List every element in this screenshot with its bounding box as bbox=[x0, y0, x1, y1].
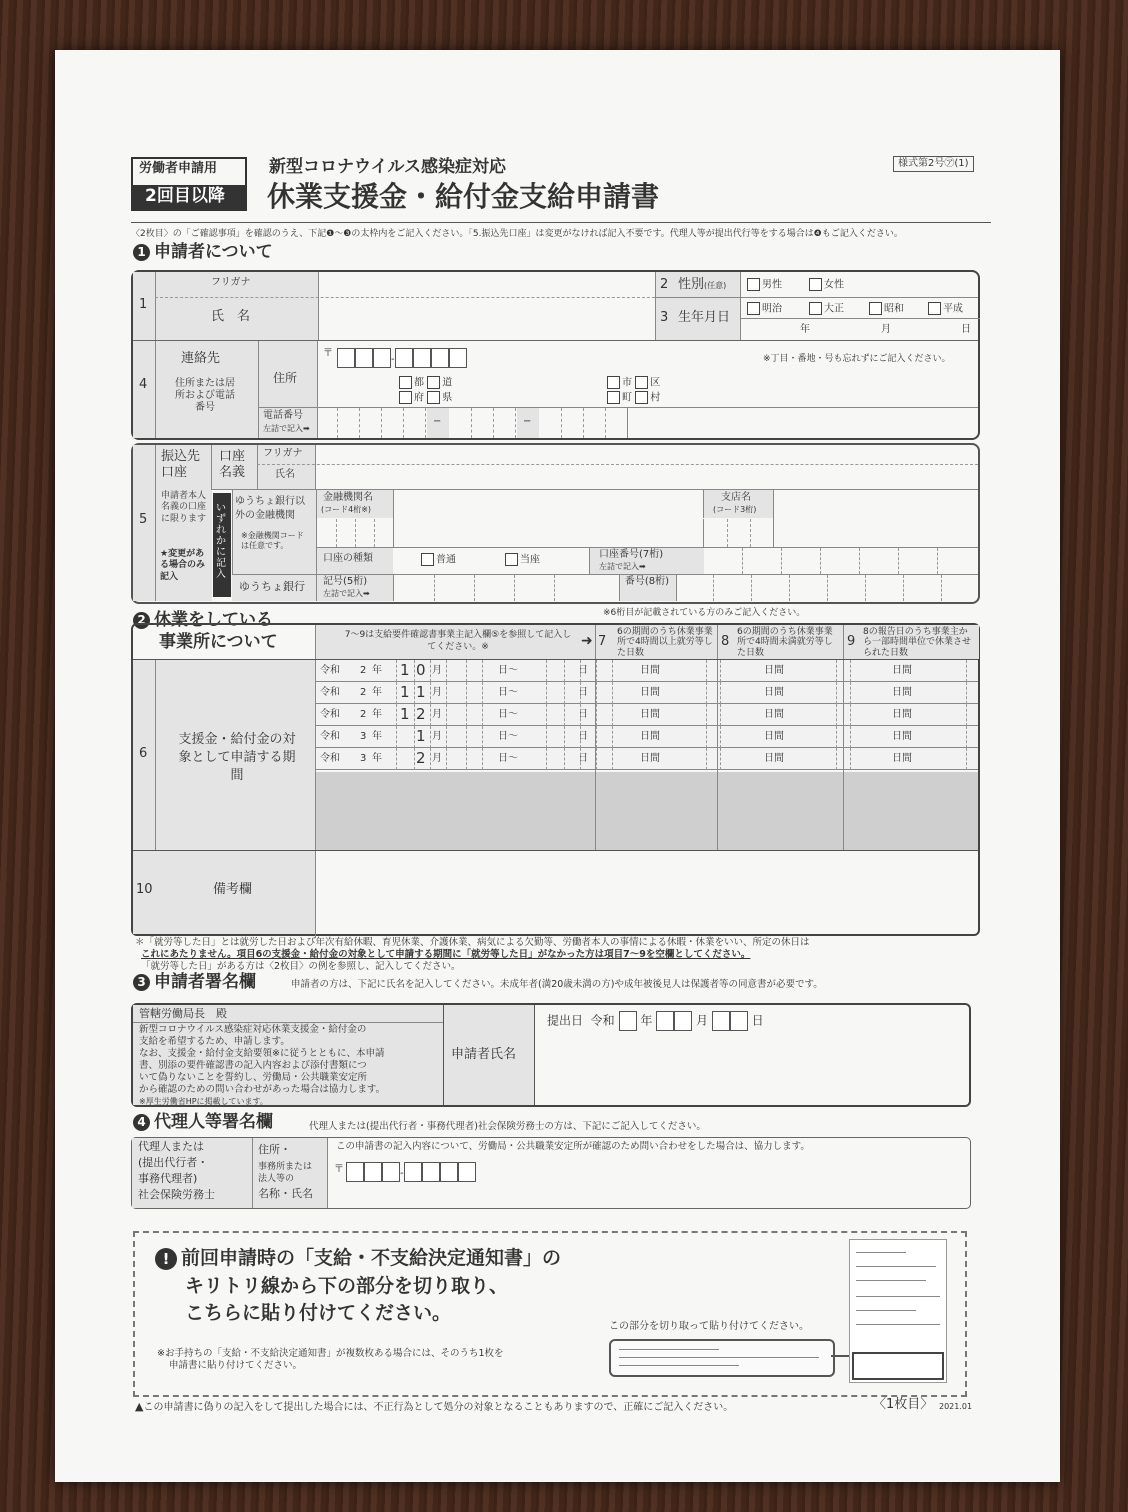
month-digit: 2 bbox=[416, 749, 426, 767]
ordinary-account-checkbox[interactable]: 普通 bbox=[421, 553, 456, 566]
year-unit: 年 bbox=[372, 687, 382, 698]
institution-name-label: 金融機関名 bbox=[323, 492, 373, 503]
address-note: ※丁目・番地・号も忘れずにご記入ください。 bbox=[763, 354, 951, 364]
form-number: 様式第2号㋐(1) bbox=[893, 156, 974, 172]
day-from: 日〜 bbox=[498, 709, 518, 720]
remarks-input[interactable] bbox=[317, 851, 977, 933]
col9-days: 日間 bbox=[892, 753, 912, 764]
form-instructions: 〈2枚目〉の「ご確認事項」を確認のうえ、下記❶〜❸の太枠内をご記入ください。「5.振込先口座」は変更がなければ記入不要です。代理人等が提出代行等をする場合は❹もご記入ください。 bbox=[131, 229, 903, 239]
day-to: 日 bbox=[578, 665, 588, 676]
day-from: 日〜 bbox=[498, 731, 518, 742]
page-indicator: 〈1枚目〉 bbox=[873, 1397, 934, 1412]
remarks-label: 備考欄 bbox=[213, 882, 253, 897]
section1-title: 申請者について bbox=[154, 242, 273, 262]
branch-name-label: 支店名 bbox=[721, 492, 751, 503]
year-unit: 年 bbox=[372, 731, 382, 742]
col8-days: 日間 bbox=[764, 753, 784, 764]
day-to: 日 bbox=[578, 687, 588, 698]
month-digit: 1 bbox=[400, 683, 410, 701]
footer-warning: ▲この申請書に偽りの記入をして提出した場合には、不正行為として処分の対象となることもありますので、正確にご記入ください。 bbox=[135, 1400, 734, 1413]
applicant-signature-input[interactable] bbox=[537, 1035, 967, 1103]
era-showa-checkbox[interactable]: 昭和 bbox=[869, 302, 904, 315]
col7-days: 日間 bbox=[640, 753, 660, 764]
kigo-input[interactable] bbox=[393, 575, 594, 601]
period-row[interactable] bbox=[316, 682, 978, 704]
year-unit: 年 bbox=[372, 665, 382, 676]
month-digit: 1 bbox=[400, 661, 410, 679]
account-number-input[interactable] bbox=[703, 548, 978, 574]
kigo-label: 記号(5桁) bbox=[323, 576, 368, 587]
bango-input[interactable] bbox=[675, 575, 978, 601]
month-unit: 月 bbox=[432, 665, 442, 676]
notice-paste-area: ! 前回申請時の「支給・不支給決定通知書」の キリトリ線から下の部分を切り取り、 こちらに貼り付けてください。 ※お手持ちの「支給・不支給決定通知書」が複数枚ある場合には、そのうち1枚を 申請書に貼り付けてください。 この部分を切り取って貼り付けてください。 bbox=[133, 1231, 967, 1397]
furigana-label: フリガナ bbox=[211, 277, 251, 288]
day-to: 日 bbox=[578, 709, 588, 720]
era: 令和 bbox=[320, 753, 340, 764]
period-row[interactable] bbox=[316, 704, 978, 726]
col7-days: 日間 bbox=[640, 731, 660, 742]
col7-days: 日間 bbox=[640, 687, 660, 698]
branch-code-input[interactable] bbox=[703, 519, 774, 547]
account-type-label: 口座の種類 bbox=[323, 553, 373, 564]
period-header-note: 7〜9は支給要件確認書事業主記入欄⑤を参照して記入してください。※ bbox=[344, 630, 572, 653]
era-taisho-checkbox[interactable]: 大正 bbox=[809, 302, 844, 315]
form-subtitle: 新型コロナウイルス感染症対応 bbox=[269, 157, 506, 177]
year-value: 2 bbox=[360, 687, 367, 698]
name-input[interactable] bbox=[319, 299, 654, 339]
col8-days: 日間 bbox=[764, 709, 784, 720]
col8-days: 日間 bbox=[764, 731, 784, 742]
form-version: 2021.01 bbox=[939, 1402, 973, 1411]
institution-code-input[interactable] bbox=[317, 519, 393, 547]
yucho-label: ゆうちょ銀行 bbox=[239, 580, 305, 593]
phone-input[interactable]: − − bbox=[317, 408, 629, 438]
bango-note: ※6桁目が記載されている方のみご記入ください。 bbox=[603, 608, 806, 618]
section2-heading: 2 休業をしている bbox=[133, 611, 273, 631]
col7-header: 6の期間のうち休業事業所で4時間以上就労等した日数 bbox=[617, 627, 713, 658]
col9-days: 日間 bbox=[892, 665, 912, 676]
account-number-label: 口座番号(7桁) bbox=[599, 549, 664, 560]
col9-days: 日間 bbox=[892, 687, 912, 698]
era: 令和 bbox=[320, 731, 340, 742]
notice-thumbnail bbox=[849, 1239, 947, 1383]
era: 令和 bbox=[320, 687, 340, 698]
period-row[interactable] bbox=[316, 726, 978, 748]
year-unit: 年 bbox=[372, 753, 382, 764]
postal-code-input[interactable]: - bbox=[337, 347, 467, 368]
period-row[interactable] bbox=[316, 748, 978, 770]
paste-instructions: ! 前回申請時の「支給・不支給決定通知書」の キリトリ線から下の部分を切り取り、 こちらに貼り付けてください。 bbox=[155, 1245, 561, 1328]
contact-label: 連絡先 bbox=[181, 351, 221, 366]
form-title: 休業支援金・給付金支給申請書 bbox=[267, 180, 660, 213]
month-unit: 月 bbox=[432, 731, 442, 742]
account-owner-input[interactable] bbox=[317, 465, 977, 489]
period-row[interactable] bbox=[316, 660, 978, 682]
section3-heading: 3 申請者署名欄 bbox=[133, 973, 256, 993]
bank-account-box: 5 振込先口座 申請者本人名義の口座に限ります ★変更がある場合のみ記入 口座名義 フリガナ 氏名 いずれかに記入 ゆうちょ銀行以外の金融機関 ※金融機関コードは任意です。 金融機関名 (コード4桁※) 支店名 (コード3桁) 口座の種類 普通 当座 口座番号(7桁) 左詰で記入➡ ゆうちょ銀行 記号(5桁) 左詰で記入➡ 番号(8桁) bbox=[131, 443, 980, 604]
day-to: 日 bbox=[578, 753, 588, 764]
month-unit: 月 bbox=[432, 687, 442, 698]
year-value: 3 bbox=[360, 753, 367, 764]
year-unit: 年 bbox=[372, 709, 382, 720]
signature-box: 管轄労働局長 殿 新型コロナウイルス感染症対応休業支援金・給付金の 支給を希望するため、申請します。 なお、支援金・給付金支給要領※に従うとともに、本申請 書、別添の要件確認書の記入内容および添付書類につ いて偽りないことを誓約し、労働局・公共職業安定所 から確認のための問い合わせがあった場合は協力します。 ※厚生労働省HPに掲載しています。 申請者氏名 提出日 令和 年 月 日 bbox=[131, 1003, 971, 1107]
month-digit: 1 bbox=[400, 705, 410, 723]
era-meiji-checkbox[interactable]: 明治 bbox=[747, 302, 782, 315]
era: 令和 bbox=[320, 709, 340, 720]
day-to: 日 bbox=[578, 731, 588, 742]
month-digit: 2 bbox=[416, 705, 426, 723]
col7-days: 日間 bbox=[640, 709, 660, 720]
cut-label: この部分を切り取って貼り付けてください。 bbox=[609, 1321, 809, 1332]
gender-female-checkbox[interactable]: 女性 bbox=[809, 278, 844, 291]
col8-days: 日間 bbox=[764, 687, 784, 698]
year-value: 2 bbox=[360, 709, 367, 720]
col9-days: 日間 bbox=[892, 709, 912, 720]
notice-illustration bbox=[609, 1339, 835, 1377]
bango-label: 番号(8桁) bbox=[624, 576, 670, 587]
agent-postal-input[interactable]: - bbox=[346, 1161, 476, 1182]
era: 令和 bbox=[320, 665, 340, 676]
bank-dest-label: 振込先口座 bbox=[161, 449, 201, 480]
birthdate-label: 生年月日 bbox=[678, 310, 731, 325]
applicant-type-badge bbox=[131, 157, 247, 211]
badge-top-label: 労働者申請用 bbox=[139, 161, 218, 176]
col8-header: 6の期間のうち休業事業所で4時間未満就労等した日数 bbox=[737, 627, 833, 658]
section4-heading: 4 代理人等署名欄 bbox=[133, 1113, 273, 1133]
account-owner-label: 口座名義 bbox=[219, 449, 246, 480]
day-from: 日〜 bbox=[498, 753, 518, 764]
agent-box: 代理人または (提出代行者・ 事務代理者) 社会保険労務士 住所・ 事務所または 法人等の 名称・氏名 この申請書の記入内容について、労働局・公共職業安定所が確認のため問い合わせをした場合は、協力します。 〒 - bbox=[131, 1137, 971, 1209]
submission-date[interactable]: 提出日 令和 年 月 日 bbox=[547, 1011, 764, 1031]
application-form-paper: 労働者申請用 2回目以降 新型コロナウイルス感染症対応 休業支援金・給付金支給申請書 様式第2号㋐(1) 〈2枚目〉の「ご確認事項」を確認のうえ、下記❶〜❸の太枠内をご記入ください。「5.振込先口座」は変更がなければ記入不要です。代理人等が提出代行等をする場合は❹もご記入ください。 1 申請者について 1 フリガナ 氏 名 2 性別(任意) 3 生年月日 男性 女性 明治 大正 昭和 平成 年 月 日 4 連絡先 住所または居所および電話番号 住所 〒 - ※丁目・番地・号も忘れずにご記入ください。 都 道 府 県 市 区 町 村 電話番号 左詰で記入➡ − − 5 振込先口座 申請者本人名義の口座に限ります ★変更がある場合のみ記入 口座名義 フリガナ 氏名 いずれかに記入 ゆうちょ銀行以外の金融機関 ※金融機関コードは任意です。 金融機関名 (コード4桁※) 支店名 (コード3桁) 口座の種類 普通 当座 口座番号(7桁) 左詰で記入➡ ゆうちょ銀行 記号(5桁) 左詰で記入➡ 番号(8桁) ※6桁目が記載されている方のみご記入ください。 2 休業をしている 事業所について 7〜9は支給要件確認書事業主記入欄⑤を参照して記入してください。※ ➜ 7 6の期間のうち休業事業所で4時間以上就労等した日数 8 6の期間のうち休業事業所で4時間未満就労等した日数 9 8の報告日のうち事業主から一部時間単位で休業させられた日数 6 支援金・給付金の対象として申請する期間 令和 2 年 1 0 月 日〜 日 日間 日間 日間 令和 2 年 1 1 月 日〜 日 日間 日間 日間 令和 2 年 1 2 月 日〜 日 日間 日間 日間 令和 3 年 1 月 日〜 日 日間 日間 日間 令和 3 年 2 月 日〜 日 日間 日間 日間 10 備考欄 ＊「就労等した日」とは就労した日および年次有給休暇、育児休業、介護休業、病気による欠勤等、労働者本人の事情による休暇・休業をいい、所定の休日は これにあたりません。項目6の支援金・給付金の対象として申請する期間に「就労等した日」がなかった方は項目7〜9を空欄としてください。 「就労等した日」がある方は〈2枚目〉の例を参照し、記入してください。 3 申請者署名欄 申請者の方は、下記に氏名を記入してください。未成年者(満20歳未満の方)や成年被後見人は保護者等の同意書が必要です。 管轄労働局長 殿 新型コロナウイルス感染症対応休業支援金・給付金の 支給を希望するため、申請します。 なお、支援金・給付金支給要領※に従うとともに、本申請 書、別添の要件確認書の記入内容および添付書類につ いて偽りないことを誓約し、労働局・公共職業安定所 から確認のための問い合わせがあった場合は協力します。 ※厚生労働省HPに掲載しています。 申請者氏名 提出日 令和 年 月 日 4 代理人等署名欄 代理人または(提出代行者・事務代理者)社会保険労務士の方は、下記にご記入してください。 代理人または (提出代行者・ 事務代理者) 社会保険労務士 住所・ 事務所または 法人等の 名称・氏名 この申請書の記入内容について、労働局・公共職業安定所が確認のため問い合わせをした場合は、協力します。 〒 - ! 前回申請時の「支給・不支給決定通知書」の キリトリ線から下の部分を切り取り、 こちらに貼り付けてください。 ※お手持ちの「支給・不支給決定通知書」が複数枚ある場合には、そのうち1枚を 申請書に貼り付けてください。 この部分を切り取って貼り付けてください。 ▲この申請書に偽りの記入をして提出した場合には、不正行為として処分の対象となることもありますので、正確にご記入ください。 〈1枚目〉 2021.01 bbox=[55, 50, 1060, 1482]
period-rows bbox=[316, 660, 978, 772]
agent-name-input[interactable] bbox=[332, 1184, 962, 1206]
period-label: 支援金・給付金の対象として申請する期間 bbox=[178, 732, 296, 784]
col7-days: 日間 bbox=[640, 665, 660, 676]
day-from: 日〜 bbox=[498, 687, 518, 698]
non-yucho-label: ゆうちょ銀行以外の金融機関 bbox=[235, 496, 305, 521]
section2-title2: 事業所について bbox=[159, 632, 278, 652]
month-unit: 月 bbox=[432, 753, 442, 764]
year-value: 3 bbox=[360, 731, 367, 742]
month-unit: 月 bbox=[432, 709, 442, 720]
col9-days: 日間 bbox=[892, 731, 912, 742]
col9-header: 8の報告日のうち事業主から一部時間単位で休業させられた日数 bbox=[863, 627, 972, 658]
name-label: 氏 名 bbox=[211, 309, 251, 324]
month-digit: 0 bbox=[416, 661, 426, 679]
section1-heading bbox=[133, 243, 273, 263]
month-digit: 1 bbox=[416, 727, 426, 745]
business-period-box: 7〜9は支給要件確認書事業主記入欄⑤を参照して記入してください。※ ➜ 7 6の期間のうち休業事業所で4時間以上就労等した日数 8 6の期間のうち休業事業所で4時間未満就労等した日数 9 8の報告日のうち事業主から一部時間単位で休業させられた日数 6 支援金・給付金の対象として申請する期間 令和 2 年 1 0 月 日〜 日 日間 日間 日間 令和 2 年 1 1 月 日〜 日 日間 日間 日間 令和 2 年 1 2 月 日〜 日 日間 日間 日間 令和 3 年 1 月 日〜 日 日間 日間 日間 令和 3 年 2 月 日〜 日 日間 日間 日間 10 備考欄 bbox=[131, 623, 980, 936]
day-from: 日〜 bbox=[498, 665, 518, 676]
year-value: 2 bbox=[360, 665, 367, 676]
gender-male-checkbox[interactable]: 男性 bbox=[747, 278, 782, 291]
applicant-name-label: 申請者氏名 bbox=[451, 1047, 517, 1062]
address-label: 住所 bbox=[273, 371, 298, 385]
section1-number-badge: 1 bbox=[133, 244, 150, 261]
contact-note: 住所または居所および電話番号 bbox=[175, 378, 235, 413]
current-account-checkbox[interactable]: 当座 bbox=[505, 553, 540, 566]
phone-label: 電話番号 bbox=[263, 410, 303, 421]
gender-label: 性別(任意) bbox=[678, 277, 727, 292]
era-heisei-checkbox[interactable]: 平成 bbox=[928, 302, 963, 315]
either-label: いずれかに記入 bbox=[216, 503, 226, 580]
badge-bottom-label: 2回目以降 bbox=[145, 186, 225, 206]
applicant-info-box: 1 フリガナ 氏 名 2 性別(任意) 3 生年月日 男性 女性 明治 大正 昭和 平成 年 月 日 4 連絡先 住所または居所および電話番号 住所 〒 - ※丁目・番地・号も忘れずにご記入ください。 都 道 府 県 市 区 町 村 電話番号 左詰で記入➡ − − bbox=[131, 270, 980, 440]
month-digit: 1 bbox=[416, 683, 426, 701]
col8-days: 日間 bbox=[764, 665, 784, 676]
